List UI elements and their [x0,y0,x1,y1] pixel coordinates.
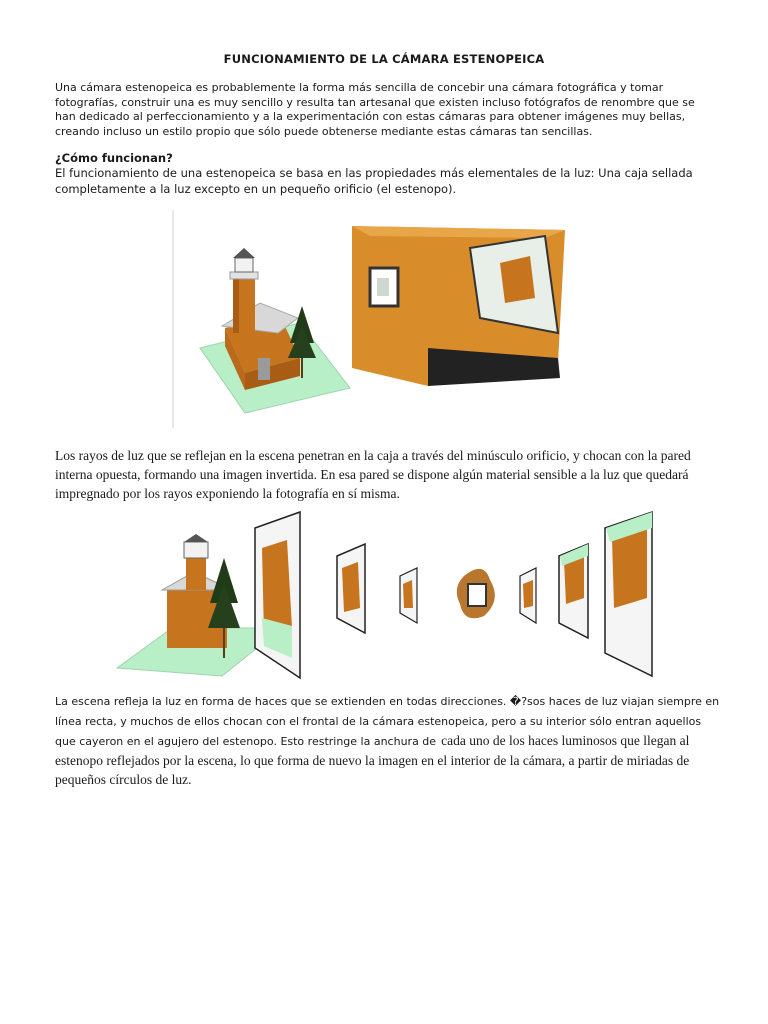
figure-lighthouse-and-box [170,208,610,433]
beams-paragraph [55,690,720,788]
section-heading: ¿Cómo funcionan? [55,151,173,165]
section-text: El funcionamiento de una estenopeica se basa en las propiedades más elementales de la luz: Una caja sellada completamente a la luz excepto en un pequeño orificio (el estenopo). [55,166,693,196]
rays-paragraph: Los rayos de luz que se reflejan en la escena penetran en la caja a través del minúsculo orificio, y chocan con la pared interna opuesta, formando una imagen invertida. En esa pared se dispone algún material sensible a la luz que quedará impregnado por los rayos exponiendo la fotografía en sí misma. [55,448,691,501]
intro-paragraph: Una cámara estenopeica es probablemente la forma más sencilla de concebir una cámara fotográfica y tomar fotografías, construir una es muy sencillo y resulta tan artesanal que existen incluso fotógrafos de renombre que se han dedicado al perfeccionamiento y a la experimentación con estas cámaras para obtener imágenes muy bellas, creando incluso un estilo propio que sólo puede obtenerse mediante estas cámaras tan sencillas. [55,81,695,138]
document-title: FUNCIONAMIENTO DE LA CÁMARA ESTENOPEICA [223,52,545,66]
beams-paragraph-serif: cada uno de los haces luminosos que llegan al estenopo reflejados por la escena, lo que forma de nuevo la imagen en el interior de la cámara, a partir de miriadas de pequeños círculos de luz. [55,733,690,787]
beams-paragraph-sans: La escena refleja la luz en forma de haces que se extienden en todas direcciones. �?sos haces de luz viajan siempre en línea recta, y muchos de ellos chocan con el frontal de la cámara estenopeica, pero a su interior sólo entran aquellos que cayeron en el agujero del estenopo. Esto restringe la anchura de [55,695,720,748]
figure-light-beams [112,508,657,683]
